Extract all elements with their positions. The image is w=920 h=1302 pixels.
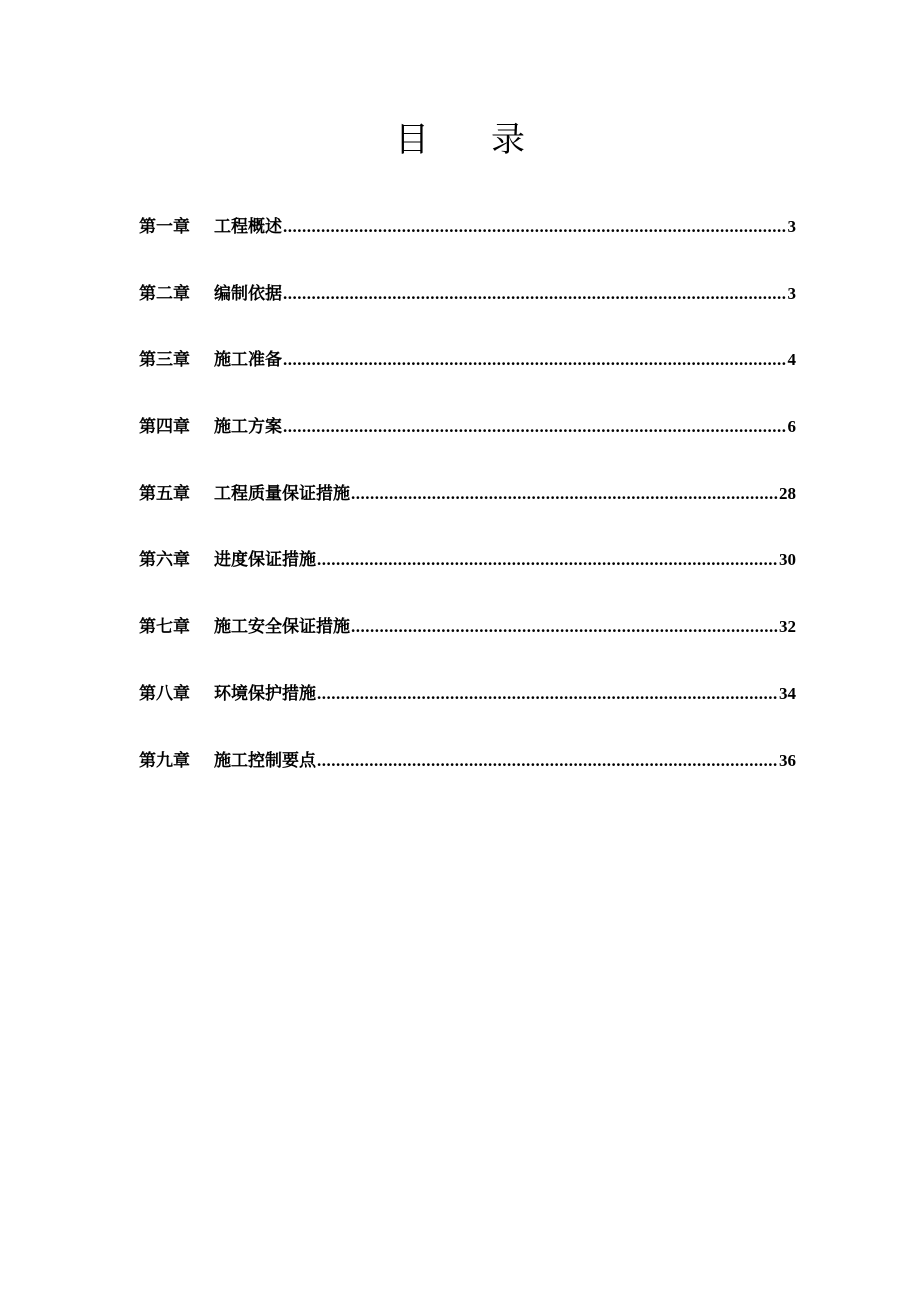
toc-page-number: 4 <box>787 350 796 370</box>
toc-entry-2[interactable] <box>139 279 796 346</box>
toc-page-number: 36 <box>779 750 796 770</box>
toc-dot-leader <box>351 484 778 504</box>
toc-dot-leader <box>317 751 778 771</box>
toc-dot-leader <box>283 350 787 370</box>
toc-dot-leader <box>317 684 778 704</box>
toc-chapter-name: 环境保护措施 <box>214 683 316 704</box>
toc-dot-leader <box>317 550 778 570</box>
toc-entry-3[interactable] <box>139 345 796 412</box>
toc-page-number: 32 <box>779 617 796 637</box>
toc-chapter-name: 施工控制要点 <box>214 750 316 771</box>
toc-chapter-name: 工程概述 <box>214 217 282 237</box>
toc-chapter-name: 施工准备 <box>214 350 282 371</box>
toc-chapter-number: 第九章 <box>139 750 190 771</box>
toc-page-number: 3 <box>787 283 796 303</box>
toc-entry-8[interactable] <box>139 679 796 746</box>
toc-chapter-number: 第五章 <box>139 483 190 504</box>
toc-page-number: 34 <box>779 683 796 703</box>
toc-chapter-number: 第六章 <box>139 550 190 571</box>
toc-title-part2: 录 <box>491 120 525 160</box>
toc-chapter-name: 进度保证措施 <box>214 550 316 571</box>
toc-dot-leader <box>351 617 778 637</box>
toc-chapter-number: 第三章 <box>139 350 190 371</box>
toc-chapter-number: 第八章 <box>139 683 190 704</box>
toc-entry-7[interactable] <box>139 612 796 679</box>
toc-dot-leader <box>283 284 787 304</box>
toc-page-number: 6 <box>787 417 796 437</box>
toc-chapter-number: 第一章 <box>139 217 190 237</box>
toc-page-number: 28 <box>779 483 796 503</box>
toc-entry-4[interactable] <box>139 412 796 479</box>
toc-title-part1: 目 <box>395 120 429 160</box>
toc-chapter-number: 第二章 <box>139 283 190 304</box>
toc-dot-leader <box>283 217 787 237</box>
toc-list <box>139 212 796 812</box>
toc-dot-leader <box>283 417 787 437</box>
toc-chapter-name: 施工安全保证措施 <box>214 617 350 638</box>
toc-chapter-name: 编制依据 <box>214 283 282 304</box>
toc-chapter-name: 施工方案 <box>214 417 282 438</box>
toc-chapter-number: 第七章 <box>139 617 190 638</box>
toc-chapter-number: 第四章 <box>139 417 190 438</box>
toc-entry-1[interactable] <box>139 212 796 279</box>
toc-entry-5[interactable] <box>139 479 796 546</box>
toc-entry-9[interactable] <box>139 746 796 813</box>
toc-chapter-name: 工程质量保证措施 <box>214 483 350 504</box>
toc-page-number: 3 <box>787 217 796 236</box>
toc-entry-6[interactable] <box>139 545 796 612</box>
toc-title <box>0 112 920 161</box>
toc-page-number: 30 <box>779 550 796 570</box>
